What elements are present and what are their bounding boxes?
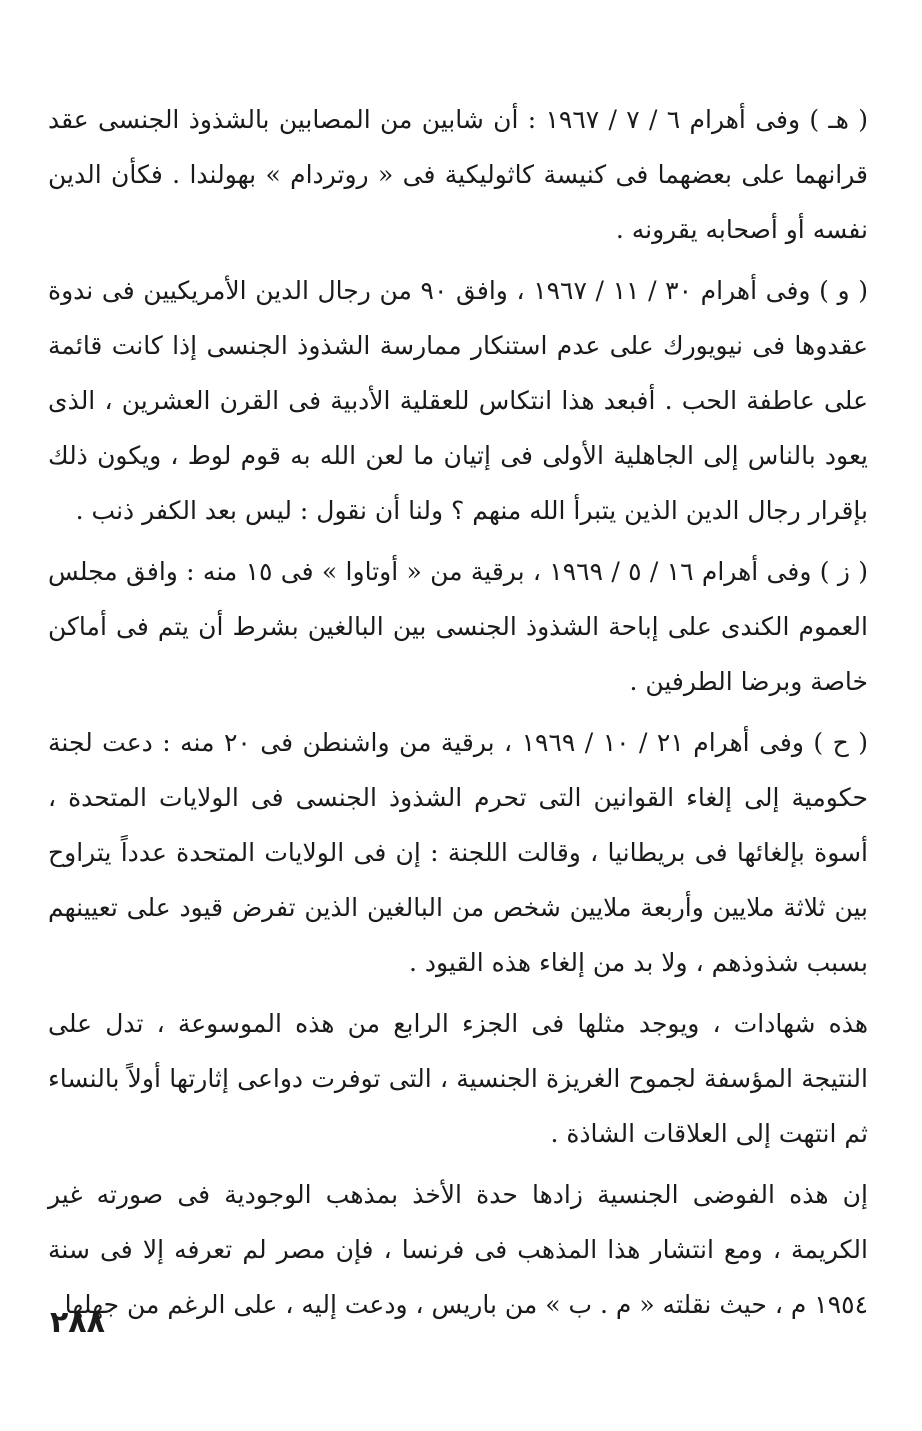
paragraph-testimonies: هذه شهادات ، ويوجد مثلها فى الجزء الرابع من هذه الموسوعة ، تدل على النتيجة المؤسفة لجموح الغريزة الجنسية ، التى توفرت دواعى إثارتها أولاً بالنساء ثم انتهت إلى العلاقات الشاذة . xyxy=(48,1009,868,1148)
paragraph-zay: ( ز ) وفى أهرام ١٦ / ٥ / ١٩٦٩ ، برقية من « أوتاوا » فى ١٥ منه : وافق مجلس العموم الكندى على إباحة الشذوذ الجنسى بين البالغين بشرط أن يتم فى أماكن خاصة وبرضا الطرفين . xyxy=(48,557,868,696)
paragraph-he: ( هـ ) وفى أهرام ٦ / ٧ / ١٩٦٧ : أن شابين من المصابين بالشذوذ الجنسى عقد قرانهما على بعضهما فى كنيسة كاثوليكية فى « روتردام » بهولندا . فكأن الدين نفسه أو أصحابه يقرونه . xyxy=(48,105,869,244)
paragraph-existentialism: إن هذه الفوضى الجنسية زادها حدة الأخذ بمذهب الوجودية فى صورته غير الكريمة ، ومع انتشار هذا المذهب فى فرنسا ، فإن مصر لم تعرفه إلا فى سنة ١٩٥٤ م ، حيث نقلته « م . ب » من باريس ، ودعت إليه ، على الرغم من جهلها xyxy=(48,1180,868,1319)
page-number: ٢٨٨ xyxy=(50,1305,105,1340)
paragraph-ha: ( ح ) وفى أهرام ٢١ / ١٠ / ١٩٦٩ ، برقية من واشنطن فى ٢٠ منه : دعت لجنة حكومية إلى إلغاء القوانين التى تحرم الشذوذ الجنسى فى الولايات المتحدة ، أسوة بإلغائها فى بريطانيا ، وقالت اللجنة : إن فى الولايات المتحدة عدداً يتراوح بين ثلاثة ملايين وأربعة ملايين شخص من البالغين الذين تفرض قيود على تعيينهم بسبب شذوذهم ، ولا بد من إلغاء هذه القيود . xyxy=(48,728,868,977)
page-body xyxy=(48,92,868,1338)
paragraph-waw: ( و ) وفى أهرام ٣٠ / ١١ / ١٩٦٧ ، وافق ٩٠ من رجال الدين الأمريكيين فى ندوة عقدوها فى نيويورك على عدم استنكار ممارسة الشذوذ الجنسى إذا كانت قائمة على عاطفة الحب . أفبعد هذا انتكاس للعقلية الأدبية فى القرن العشرين ، الذى يعود بالناس إلى الجاهلية الأولى فى إتيان ما لعن الله به قوم لوط ، ويكون ذلك بإقرار رجال الدين الذين يتبرأ الله منهم ؟ ولنا أن نقول : ليس بعد الكفر ذنب . xyxy=(48,276,868,525)
